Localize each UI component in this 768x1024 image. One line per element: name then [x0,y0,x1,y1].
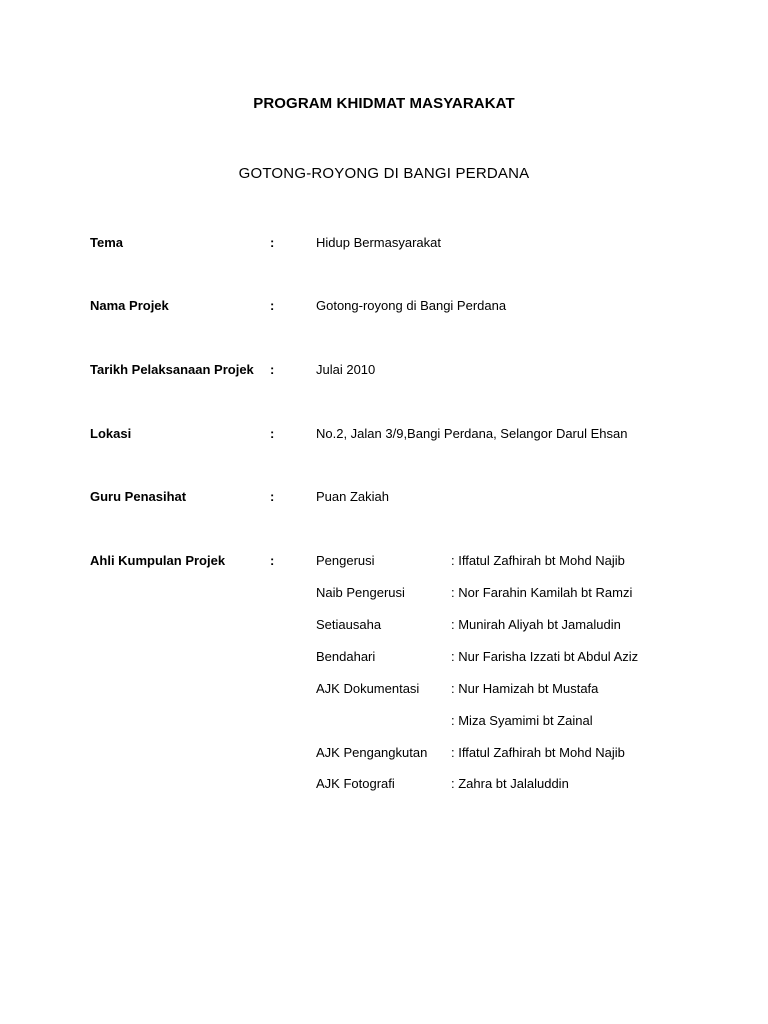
field-label-tarikh: Tarikh Pelaksanaan Projek [90,362,254,377]
member-name: : Iffatul Zafhirah bt Mohd Najib [451,745,625,760]
member-name: : Nur Farisha Izzati bt Abdul Aziz [451,649,639,664]
member-role-setiausaha: Setiausaha [316,617,382,632]
member-role-ajk-dokumentasi: AJK Dokumentasi [316,681,420,696]
member-role-ajk-fotografi: AJK Fotografi [316,776,395,791]
member-name: : Nur Hamizah bt Mustafa [451,681,599,696]
field-value-tema: Hidup Bermasyarakat [316,235,441,250]
field-label-guru-penasihat: Guru Penasihat [90,489,187,504]
field-value-nama-projek: Gotong-royong di Bangi Perdana [316,298,507,313]
member-name: : Munirah Aliyah bt Jamaludin [451,617,621,632]
field-label-tema: Tema [90,235,123,250]
member-name: : Nor Farahin Kamilah bt Ramzi [451,585,633,600]
document-title: PROGRAM KHIDMAT MASYARAKAT [253,95,515,112]
field-value-tarikh: Julai 2010 [316,362,376,377]
field-label-ahli-kumpulan: Ahli Kumpulan Projek [90,553,226,568]
field-value-guru-penasihat: Puan Zakiah [316,489,389,504]
member-role-ajk-pengangkutan: AJK Pengangkutan [316,745,428,760]
field-colon: : [270,489,275,504]
field-colon: : [270,362,275,377]
member-name: : Miza Syamimi bt Zainal [451,713,593,728]
member-name: : Zahra bt Jalaluddin [451,776,569,791]
field-label-nama-projek: Nama Projek [90,298,169,313]
member-role-naib-pengerusi: Naib Pengerusi [316,585,405,600]
field-colon: : [270,426,275,441]
member-role-pengerusi: Pengerusi [316,553,375,568]
document-subtitle: GOTONG-ROYONG DI BANGI PERDANA [238,165,530,182]
field-value-lokasi: No.2, Jalan 3/9,Bangi Perdana, Selangor Darul Ehsan [316,426,628,441]
field-colon: : [270,553,275,568]
field-label-lokasi: Lokasi [90,426,132,441]
member-role-bendahari: Bendahari [316,649,376,664]
field-colon: : [270,235,275,250]
field-colon: : [270,298,275,313]
member-name: : Iffatul Zafhirah bt Mohd Najib [451,553,625,568]
